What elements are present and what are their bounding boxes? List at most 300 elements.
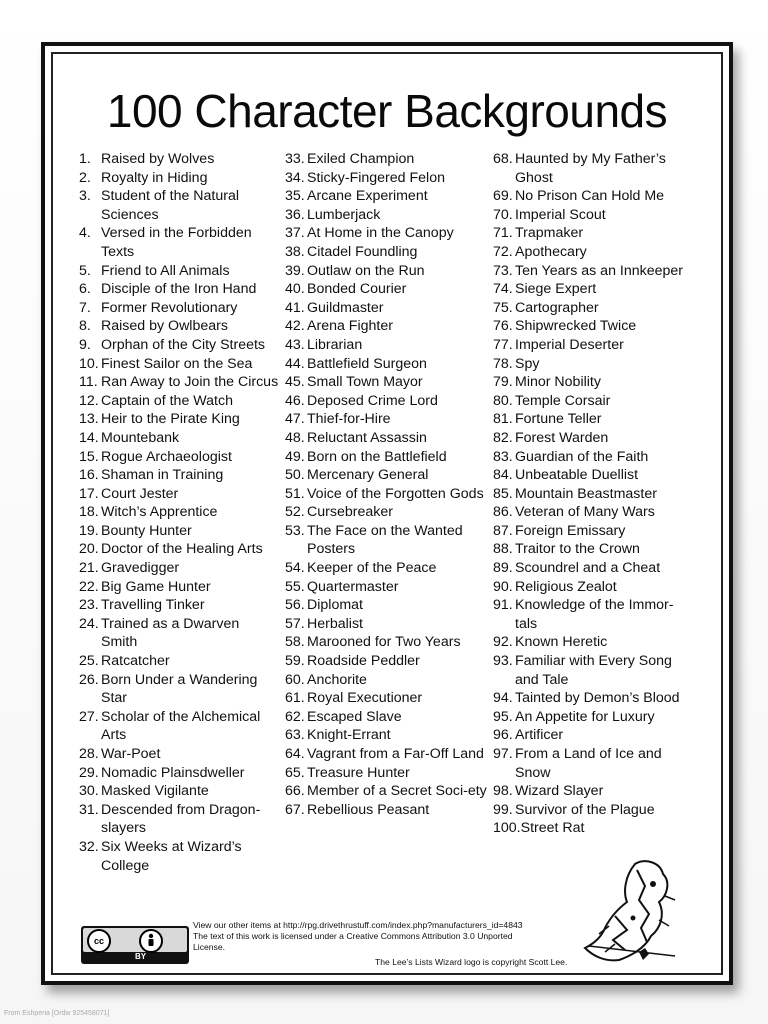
list-item xyxy=(79,540,279,559)
item-number: 12. xyxy=(79,392,99,409)
list-item xyxy=(79,169,279,188)
list-item xyxy=(285,150,495,169)
footer-line-1: View our other items at http://rpg.drivethrustuff.com/index.php?manufacturers_id=4843 xyxy=(193,920,523,930)
list-item xyxy=(493,429,693,448)
item-number: 6. xyxy=(79,281,91,298)
item-number: 2. xyxy=(79,169,91,186)
item-text: Librarian xyxy=(307,336,363,353)
list-item xyxy=(79,336,279,355)
list-item xyxy=(285,671,495,690)
item-number: 65. xyxy=(285,764,305,781)
list-item xyxy=(79,466,279,485)
item-text: Herbalist xyxy=(307,615,363,632)
item-text: Exiled Champion xyxy=(307,151,415,167)
list-item xyxy=(79,373,279,392)
item-number: 74. xyxy=(493,281,513,298)
list-item xyxy=(285,373,495,392)
item-number: 52. xyxy=(285,504,305,521)
item-number: 20. xyxy=(79,541,99,558)
list-item xyxy=(79,615,279,652)
item-number: 25. xyxy=(79,653,99,670)
item-text: Temple Corsair xyxy=(515,392,611,409)
list-item xyxy=(285,708,495,727)
list-item xyxy=(493,559,693,578)
item-text: Trained as a Dwarven Smith xyxy=(101,615,240,651)
footer-line-3: License. xyxy=(193,942,226,952)
item-text: Friend to All Animals xyxy=(101,262,230,279)
list-item xyxy=(493,503,693,522)
item-text: Street Rat xyxy=(520,820,585,837)
list-item xyxy=(79,448,279,467)
list-item xyxy=(79,559,279,578)
item-text: Arena Fighter xyxy=(307,318,393,335)
list-item xyxy=(285,726,495,745)
list-item xyxy=(493,466,693,485)
item-text: Student of the Natural Sciences xyxy=(101,188,240,223)
item-text: Finest Sailor on the Sea xyxy=(101,355,253,372)
item-text: Ratcatcher xyxy=(101,653,170,670)
item-text: Familiar with Every Song and Tale xyxy=(515,653,672,688)
item-number: 19. xyxy=(79,522,99,539)
list-item xyxy=(493,485,693,504)
item-text: Court Jester xyxy=(101,485,179,502)
item-text: Survivor of the Plague xyxy=(515,801,655,818)
list-item xyxy=(79,262,279,281)
list-item xyxy=(493,392,693,411)
list-item xyxy=(79,299,279,318)
item-number: 99. xyxy=(493,801,513,818)
item-number: 41. xyxy=(285,299,305,316)
item-number: 33. xyxy=(285,151,305,167)
list-item xyxy=(285,801,495,820)
item-number: 8. xyxy=(79,318,91,335)
item-text: Roadside Peddler xyxy=(307,653,420,670)
item-number: 97. xyxy=(493,746,513,762)
list-item xyxy=(493,224,693,243)
list-item xyxy=(285,169,495,188)
list-item xyxy=(493,689,693,708)
list-item xyxy=(285,392,495,411)
list-item xyxy=(79,485,279,504)
item-text: From a Land of Ice and Snow xyxy=(515,746,662,781)
item-number: 98. xyxy=(493,783,513,800)
item-text: Raised by Owlbears xyxy=(101,318,228,335)
item-text: An Appetite for Luxury xyxy=(515,708,655,725)
list-item xyxy=(79,764,279,783)
item-text: Small Town Mayor xyxy=(307,374,423,391)
cc-license-badge[interactable] xyxy=(81,926,189,964)
item-text: Foreign Emissary xyxy=(515,522,626,539)
footer-line-2: The text of this work is licensed under a Creative Commons Attribution 3.0 Unported xyxy=(193,931,513,941)
item-number: 69. xyxy=(493,188,513,205)
item-text: Disciple of the Iron Hand xyxy=(101,281,257,298)
cc-icon: cc xyxy=(87,929,111,953)
item-number: 67. xyxy=(285,801,305,818)
list-item xyxy=(285,206,495,225)
item-text: Known Heretic xyxy=(515,634,608,651)
item-number: 53. xyxy=(285,522,305,539)
item-text: Shaman in Training xyxy=(101,467,224,484)
item-text: Guardian of the Faith xyxy=(515,448,649,465)
item-text: Witch’s Apprentice xyxy=(101,504,218,521)
list-item xyxy=(285,299,495,318)
list-item xyxy=(79,280,279,299)
item-number: 58. xyxy=(285,634,305,651)
item-text: No Prison Can Hold Me xyxy=(515,188,665,205)
list-item xyxy=(79,782,279,801)
item-number: 64. xyxy=(285,746,305,762)
list-item xyxy=(493,280,693,299)
item-text: Born Under a Wandering Star xyxy=(101,671,258,707)
list-item xyxy=(285,485,495,504)
list-item xyxy=(285,578,495,597)
item-number: 31. xyxy=(79,801,99,818)
list-item xyxy=(79,671,279,708)
item-number: 96. xyxy=(493,727,513,744)
list-item xyxy=(285,745,495,764)
item-text: Cursebreaker xyxy=(307,504,393,521)
item-text: Deposed Crime Lord xyxy=(307,392,438,409)
item-number: 49. xyxy=(285,448,305,465)
by-label: BY xyxy=(135,952,147,961)
item-text: Fortune Teller xyxy=(515,411,602,428)
list-item xyxy=(493,801,693,820)
list-item xyxy=(493,150,693,187)
item-number: 94. xyxy=(493,690,513,707)
item-number: 92. xyxy=(493,634,513,651)
item-number: 51. xyxy=(285,485,305,502)
item-text: Gravedigger xyxy=(101,560,180,577)
list-column-2 xyxy=(285,150,495,819)
item-number: 100. xyxy=(493,820,521,837)
item-text: Masked Vigilante xyxy=(101,783,209,800)
item-text: Citadel Foundling xyxy=(307,243,418,260)
list-item xyxy=(79,355,279,374)
list-item xyxy=(493,596,693,633)
item-text: Spy xyxy=(515,355,540,372)
item-text: Apothecary xyxy=(515,243,587,260)
list-item xyxy=(79,150,279,169)
list-item xyxy=(285,782,495,801)
list-item xyxy=(285,280,495,299)
item-text: Marooned for Two Years xyxy=(307,634,461,651)
item-number: 62. xyxy=(285,708,305,725)
list-item xyxy=(493,782,693,801)
page-title: 100 Character Backgrounds xyxy=(106,85,668,137)
list-item xyxy=(79,596,279,615)
list-item xyxy=(285,596,495,615)
item-number: 17. xyxy=(79,485,99,502)
list-item xyxy=(493,633,693,652)
document-frame xyxy=(41,42,733,985)
item-text: Imperial Scout xyxy=(515,206,606,223)
item-number: 47. xyxy=(285,411,305,428)
wizard-logo-illustration xyxy=(575,856,690,966)
item-text: Bounty Hunter xyxy=(101,522,192,539)
item-number: 85. xyxy=(493,485,513,502)
item-number: 30. xyxy=(79,783,99,800)
list-item xyxy=(79,317,279,336)
item-text: Member of a Secret Soci-ety xyxy=(307,783,487,800)
item-text: Travelling Tinker xyxy=(101,597,205,614)
item-text: Heir to the Pirate King xyxy=(101,411,240,428)
list-item xyxy=(285,615,495,634)
item-text: Rebellious Peasant xyxy=(307,801,430,818)
list-item xyxy=(285,224,495,243)
item-number: 28. xyxy=(79,746,99,762)
item-text: Versed in the Forbidden Texts xyxy=(101,225,252,260)
item-text: Mountebank xyxy=(101,429,180,446)
item-number: 35. xyxy=(285,188,305,205)
attribution-person-icon xyxy=(139,929,163,953)
item-text: Arcane Experiment xyxy=(307,188,428,205)
list-item xyxy=(285,764,495,783)
item-number: 72. xyxy=(493,243,513,260)
item-number: 39. xyxy=(285,262,305,279)
item-text: Siege Expert xyxy=(515,281,597,298)
item-number: 75. xyxy=(493,299,513,316)
list-item xyxy=(79,503,279,522)
item-text: Thief-for-Hire xyxy=(307,411,391,428)
item-text: Sticky-Fingered Felon xyxy=(307,169,445,186)
logo-credit: The Lee’s Lists Wizard logo is copyright Scott Lee. xyxy=(375,957,568,967)
list-item xyxy=(79,652,279,671)
item-number: 18. xyxy=(79,504,99,521)
list-item xyxy=(79,429,279,448)
item-text: Descended from Dragon-slayers xyxy=(101,801,261,837)
item-number: 44. xyxy=(285,355,305,372)
item-text: Treasure Hunter xyxy=(307,764,410,781)
item-text: Veteran of Many Wars xyxy=(515,504,655,521)
item-number: 63. xyxy=(285,727,305,744)
item-number: 10. xyxy=(79,355,99,372)
license-text xyxy=(193,920,593,953)
item-number: 36. xyxy=(285,206,305,223)
item-text: Cartographer xyxy=(515,299,599,316)
item-text: Tainted by Demon’s Blood xyxy=(515,690,680,707)
list-item xyxy=(285,559,495,578)
list-item xyxy=(493,726,693,745)
item-number: 77. xyxy=(493,336,513,353)
list-item xyxy=(79,708,279,745)
item-text: Voice of the Forgotten Gods xyxy=(307,485,484,502)
item-number: 79. xyxy=(493,374,513,391)
item-text: Wizard Slayer xyxy=(515,783,604,800)
item-number: 56. xyxy=(285,597,305,614)
item-text: Artificer xyxy=(515,727,564,744)
list-item xyxy=(285,243,495,262)
item-number: 5. xyxy=(79,262,91,279)
item-number: 91. xyxy=(493,597,513,614)
item-number: 71. xyxy=(493,225,513,242)
item-number: 88. xyxy=(493,541,513,558)
list-item xyxy=(285,262,495,281)
list-item xyxy=(285,429,495,448)
list-item xyxy=(285,689,495,708)
item-text: Traitor to the Crown xyxy=(515,541,640,558)
list-item xyxy=(493,299,693,318)
item-text: Former Revolutionary xyxy=(101,299,238,316)
list-item xyxy=(493,355,693,374)
item-text: Scholar of the Alchemical Arts xyxy=(101,708,261,744)
list-item xyxy=(493,448,693,467)
list-item xyxy=(285,466,495,485)
item-number: 61. xyxy=(285,690,305,707)
item-text: Outlaw on the Run xyxy=(307,262,425,279)
item-text: Trapmaker xyxy=(515,225,584,242)
item-number: 70. xyxy=(493,206,513,223)
item-text: At Home in the Canopy xyxy=(307,225,454,242)
item-text: Captain of the Watch xyxy=(101,392,233,409)
item-text: Ran Away to Join the Circus xyxy=(101,374,279,391)
item-number: 76. xyxy=(493,318,513,335)
item-text: Battlefield Surgeon xyxy=(307,355,427,372)
item-number: 84. xyxy=(493,467,513,484)
item-text: Six Weeks at Wizard’s College xyxy=(101,838,242,874)
item-number: 3. xyxy=(79,188,91,205)
item-number: 66. xyxy=(285,783,305,800)
list-item xyxy=(493,187,693,206)
item-number: 21. xyxy=(79,560,99,577)
item-text: Orphan of the City Streets xyxy=(101,336,266,353)
list-item xyxy=(493,819,693,838)
list-item xyxy=(285,522,495,559)
item-number: 45. xyxy=(285,374,305,391)
item-text: Shipwrecked Twice xyxy=(515,318,637,335)
item-number: 37. xyxy=(285,225,305,242)
item-number: 73. xyxy=(493,262,513,279)
item-text: Quartermaster xyxy=(307,578,399,595)
item-text: Royal Executioner xyxy=(307,690,423,707)
item-number: 4. xyxy=(79,225,91,242)
item-number: 68. xyxy=(493,151,513,167)
list-item xyxy=(79,838,279,875)
list-item xyxy=(493,410,693,429)
item-number: 90. xyxy=(493,578,513,595)
item-number: 93. xyxy=(493,653,513,670)
list-item xyxy=(285,355,495,374)
item-number: 14. xyxy=(79,429,99,446)
item-number: 83. xyxy=(493,448,513,465)
item-number: 95. xyxy=(493,708,513,725)
item-text: Ten Years as an Innkeeper xyxy=(515,262,684,279)
item-number: 46. xyxy=(285,392,305,409)
item-number: 87. xyxy=(493,522,513,539)
item-text: Scoundrel and a Cheat xyxy=(515,560,661,577)
item-number: 7. xyxy=(79,299,91,316)
item-text: Mercenary General xyxy=(307,467,429,484)
list-item xyxy=(79,224,279,261)
list-item xyxy=(79,187,279,224)
item-text: War-Poet xyxy=(101,746,161,762)
item-text: Vagrant from a Far-Off Land xyxy=(307,746,484,762)
list-item xyxy=(493,317,693,336)
item-text: Rogue Archaeologist xyxy=(101,448,232,465)
item-number: 86. xyxy=(493,504,513,521)
item-text: Lumberjack xyxy=(307,206,381,223)
list-item xyxy=(285,448,495,467)
item-number: 38. xyxy=(285,243,305,260)
item-number: 89. xyxy=(493,560,513,577)
list-item xyxy=(285,503,495,522)
list-item xyxy=(285,633,495,652)
item-text: Escaped Slave xyxy=(307,708,402,725)
item-number: 42. xyxy=(285,318,305,335)
item-number: 22. xyxy=(79,578,99,595)
item-number: 60. xyxy=(285,671,305,688)
list-item xyxy=(493,540,693,559)
item-text: Anchorite xyxy=(307,671,367,688)
item-text: Guildmaster xyxy=(307,299,384,316)
item-text: Unbeatable Duellist xyxy=(515,467,639,484)
list-item xyxy=(79,410,279,429)
list-column-3 xyxy=(493,150,693,838)
item-number: 40. xyxy=(285,281,305,298)
item-number: 1. xyxy=(79,151,91,167)
item-number: 27. xyxy=(79,708,99,725)
item-text: Keeper of the Peace xyxy=(307,560,437,577)
item-text: Imperial Deserter xyxy=(515,336,624,353)
item-number: 32. xyxy=(79,838,99,855)
list-item xyxy=(285,336,495,355)
item-number: 48. xyxy=(285,429,305,446)
item-number: 81. xyxy=(493,411,513,428)
item-text: The Face on the Wanted Posters xyxy=(307,522,463,558)
list-item xyxy=(493,708,693,727)
list-item xyxy=(493,243,693,262)
item-number: 23. xyxy=(79,597,99,614)
list-item xyxy=(285,187,495,206)
item-number: 82. xyxy=(493,429,513,446)
item-text: Religious Zealot xyxy=(515,578,617,595)
list-item xyxy=(285,410,495,429)
item-number: 59. xyxy=(285,653,305,670)
item-text: Haunted by My Father’s Ghost xyxy=(515,151,666,186)
list-item xyxy=(493,373,693,392)
item-number: 29. xyxy=(79,764,99,781)
item-text: Royalty in Hiding xyxy=(101,169,208,186)
item-text: Knowledge of the Immor-tals xyxy=(515,597,674,632)
margin-note: From Eshperia [Ordw 925458071] xyxy=(4,1010,110,1017)
list-item xyxy=(493,652,693,689)
item-text: Minor Nobility xyxy=(515,374,601,391)
item-number: 50. xyxy=(285,467,305,484)
item-text: Raised by Wolves xyxy=(101,151,215,167)
list-column-1 xyxy=(79,150,279,875)
item-number: 34. xyxy=(285,169,305,186)
item-number: 78. xyxy=(493,355,513,372)
item-text: Big Game Hunter xyxy=(101,578,211,595)
item-number: 43. xyxy=(285,336,305,353)
list-item xyxy=(79,578,279,597)
item-number: 55. xyxy=(285,578,305,595)
list-item xyxy=(493,262,693,281)
list-item xyxy=(79,522,279,541)
list-item xyxy=(493,578,693,597)
item-text: Diplomat xyxy=(307,597,363,614)
list-item xyxy=(493,522,693,541)
list-item xyxy=(79,392,279,411)
list-item xyxy=(493,336,693,355)
item-number: 57. xyxy=(285,615,305,632)
item-number: 24. xyxy=(79,615,99,632)
item-number: 26. xyxy=(79,671,99,688)
list-item xyxy=(493,206,693,225)
list-item xyxy=(493,745,693,782)
item-text: Born on the Battlefield xyxy=(307,448,447,465)
item-number: 16. xyxy=(79,467,99,484)
list-item xyxy=(79,801,279,838)
